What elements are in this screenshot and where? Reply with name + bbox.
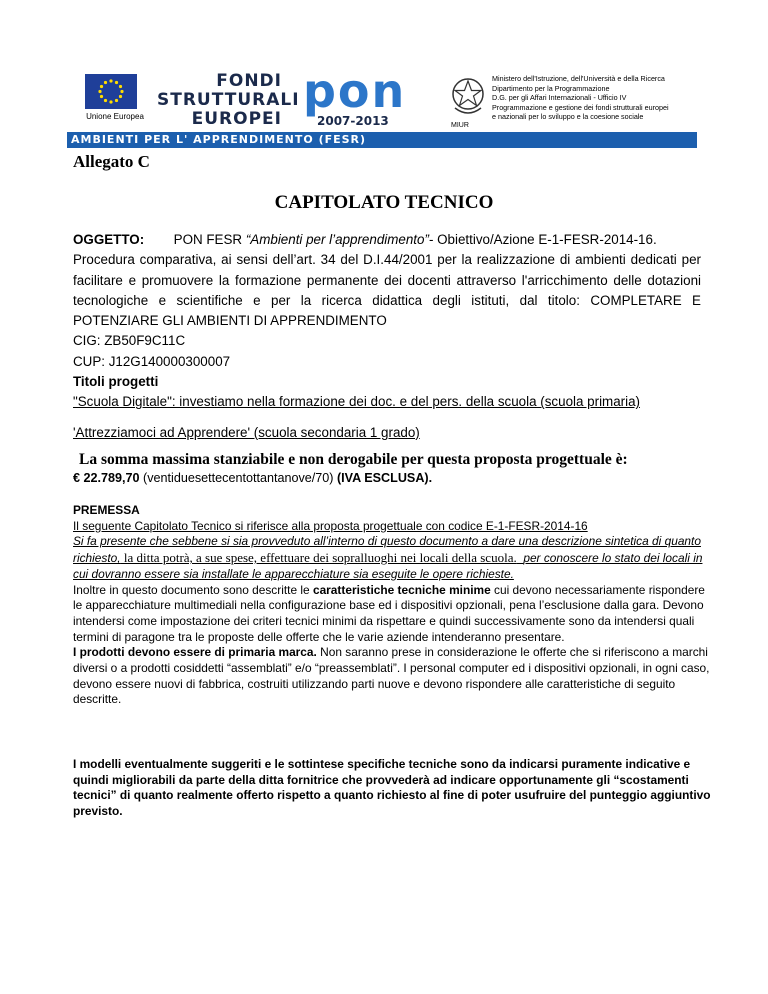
closing-paragraph: I modelli eventualmente suggeriti e le sottintese specifiche tecniche sono da indicarsi puramente indicative e quindi migliorabili da parte della ditta fornitrice che provvederà ad indicare opportunamente gli “scostamenti tecnici” di quanto realmente offerto rispetto a quanto richiesto al fine di poter usufruire del punteggio aggiuntivo previsto.	[73, 757, 711, 819]
budget-vat: (IVA ESCLUSA).	[336, 471, 433, 485]
fondi-line-1: FONDI	[216, 71, 282, 91]
banner-logos	[67, 64, 697, 132]
pon-logo	[299, 64, 429, 130]
budget-line	[73, 471, 703, 485]
pon-years: 2007-2013	[317, 114, 389, 128]
fondi-line-2: STRUTTURALI	[157, 90, 300, 110]
ministry-line: Dipartimento per la Programmazione	[492, 83, 610, 93]
premessa-note-italic-2: per conoscere lo stato dei locali in cui dovranno essere sia installate le apparecchiature sia eseguite le opere richieste.	[73, 551, 703, 581]
eu-flag-icon	[85, 74, 137, 109]
ministry-text	[492, 74, 697, 122]
oggetto-label: OGGETTO:	[73, 232, 145, 247]
header-banner	[67, 64, 697, 148]
p2-bold: I prodotti devono essere di primaria marca.	[73, 645, 317, 660]
budget-title: La somma massima stanziabile e non derogabile per questa proposta progettuale è:	[79, 451, 628, 468]
premessa-intro: Il seguente Capitolato Tecnico si riferisce alla proposta progettuale con codice E-1-FESR-2014-16	[73, 518, 588, 533]
titoli-label: Titoli progetti	[73, 374, 159, 390]
oggetto-pon: PON FESR	[173, 232, 243, 247]
project-1: "Scuola Digitale": investiamo nella formazione dei doc. e del pers. della scuola (scuola primaria)	[73, 394, 640, 410]
page-title: CAPITOLATO TECNICO	[274, 192, 494, 213]
premessa-note-serif: la ditta potrà, a sue spese, effettuare dei sopralluoghi nei locali della scuola.	[120, 550, 517, 566]
ministry-line: e nazionali per lo sviluppo e la coesione sociale	[492, 112, 644, 121]
fondi-logo	[157, 71, 300, 129]
premessa-note-italic: Si fa presente che sebbene si sia provveduto all’interno di questo documento a dare una descrizione sintetica di quanto richiesto,	[73, 534, 701, 566]
eu-label: Unione Europea	[86, 112, 144, 121]
oggetto-action: - Obiettivo/Azione E-1-FESR-2014-16.	[428, 232, 657, 247]
banner-bar: AMBIENTI PER L' APPRENDIMENTO (FESR)	[67, 132, 697, 148]
oggetto-line	[73, 230, 701, 250]
premessa-note	[73, 534, 713, 582]
procedure-text: Procedura comparativa, ai sensi dell’art. 34 del D.I.44/2001 per la realizzazione di ambienti dedicati per facilitare e promuovere la formazione permanente dei docenti attraverso l'arricchimento delle dotazioni tecnologiche e scientifiche e per la ricerca didattica degli istituti, dal titolo: COMPLETARE E POTENZIARE GLI AMBIENTI DI APPRENDIMENTO	[73, 252, 701, 329]
miur-label: MIUR	[451, 122, 469, 129]
p1-after: cui devono necessariamente rispondere le apparecchiature multimediali nella configurazione base ed i dispositivi opzionali, pena l’esclusione dalla gara. Devono intendersi come impostazione dei criteri tecnici minimi da rispettare e quindi successivamente sono da intendersi quali termini di paragone tra le proposte delle offerte che le varie aziende intenderanno presentare.	[73, 582, 705, 644]
p2-after: Non saranno prese in considerazione le offerte che si riferiscono a marchi diversi o a prodotti cosiddetti “assemblati” e/o “preassemblati”. I personal computer ed i dispositivi opzionali, in ogni caso, devono essere nuovi di fabbrica, costruiti utilizzando parti nuove e devono rispondere alle caratteristiche di seguito descritte.	[73, 645, 710, 707]
premessa-label: PREMESSA	[73, 503, 140, 517]
ministry-line: Ministero dell'Istruzione, dell'Università e della Ricerca	[492, 74, 665, 83]
budget-words: (ventiduesettecentottantanove/70)	[143, 471, 334, 485]
project-2: 'Attrezziamoci ad Apprendere' (scuola secondaria 1 grado)	[73, 424, 420, 440]
premessa-section	[73, 503, 713, 708]
cig-code: CIG: ZB50F9C11C	[73, 333, 186, 349]
oggetto-project: “Ambienti per l’apprendimento”	[245, 232, 429, 247]
pon-word: pon	[303, 64, 407, 118]
oggetto-section	[73, 230, 701, 443]
premessa-paragraph-1	[73, 583, 713, 646]
italian-republic-emblem-icon	[449, 72, 487, 120]
budget-section	[73, 451, 703, 485]
cup-code: CUP: J12G140000300007	[73, 353, 231, 369]
eu-stars-icon	[85, 74, 137, 109]
budget-amount: € 22.789,70	[73, 471, 140, 485]
allegato-label: Allegato C	[73, 152, 150, 171]
p1-before: Inoltre in questo documento sono descritte le	[73, 582, 313, 597]
eu-logo	[75, 74, 147, 126]
p1-bold: caratteristiche tecniche minime	[312, 582, 491, 597]
ministry-line: Programmazione e gestione dei fondi strutturali europei	[492, 102, 669, 112]
ministry-line: D.G. per gli Affari Internazionali - Ufficio IV	[492, 93, 627, 102]
premessa-paragraph-2	[73, 645, 713, 708]
fondi-line-3: EUROPEI	[191, 109, 282, 129]
